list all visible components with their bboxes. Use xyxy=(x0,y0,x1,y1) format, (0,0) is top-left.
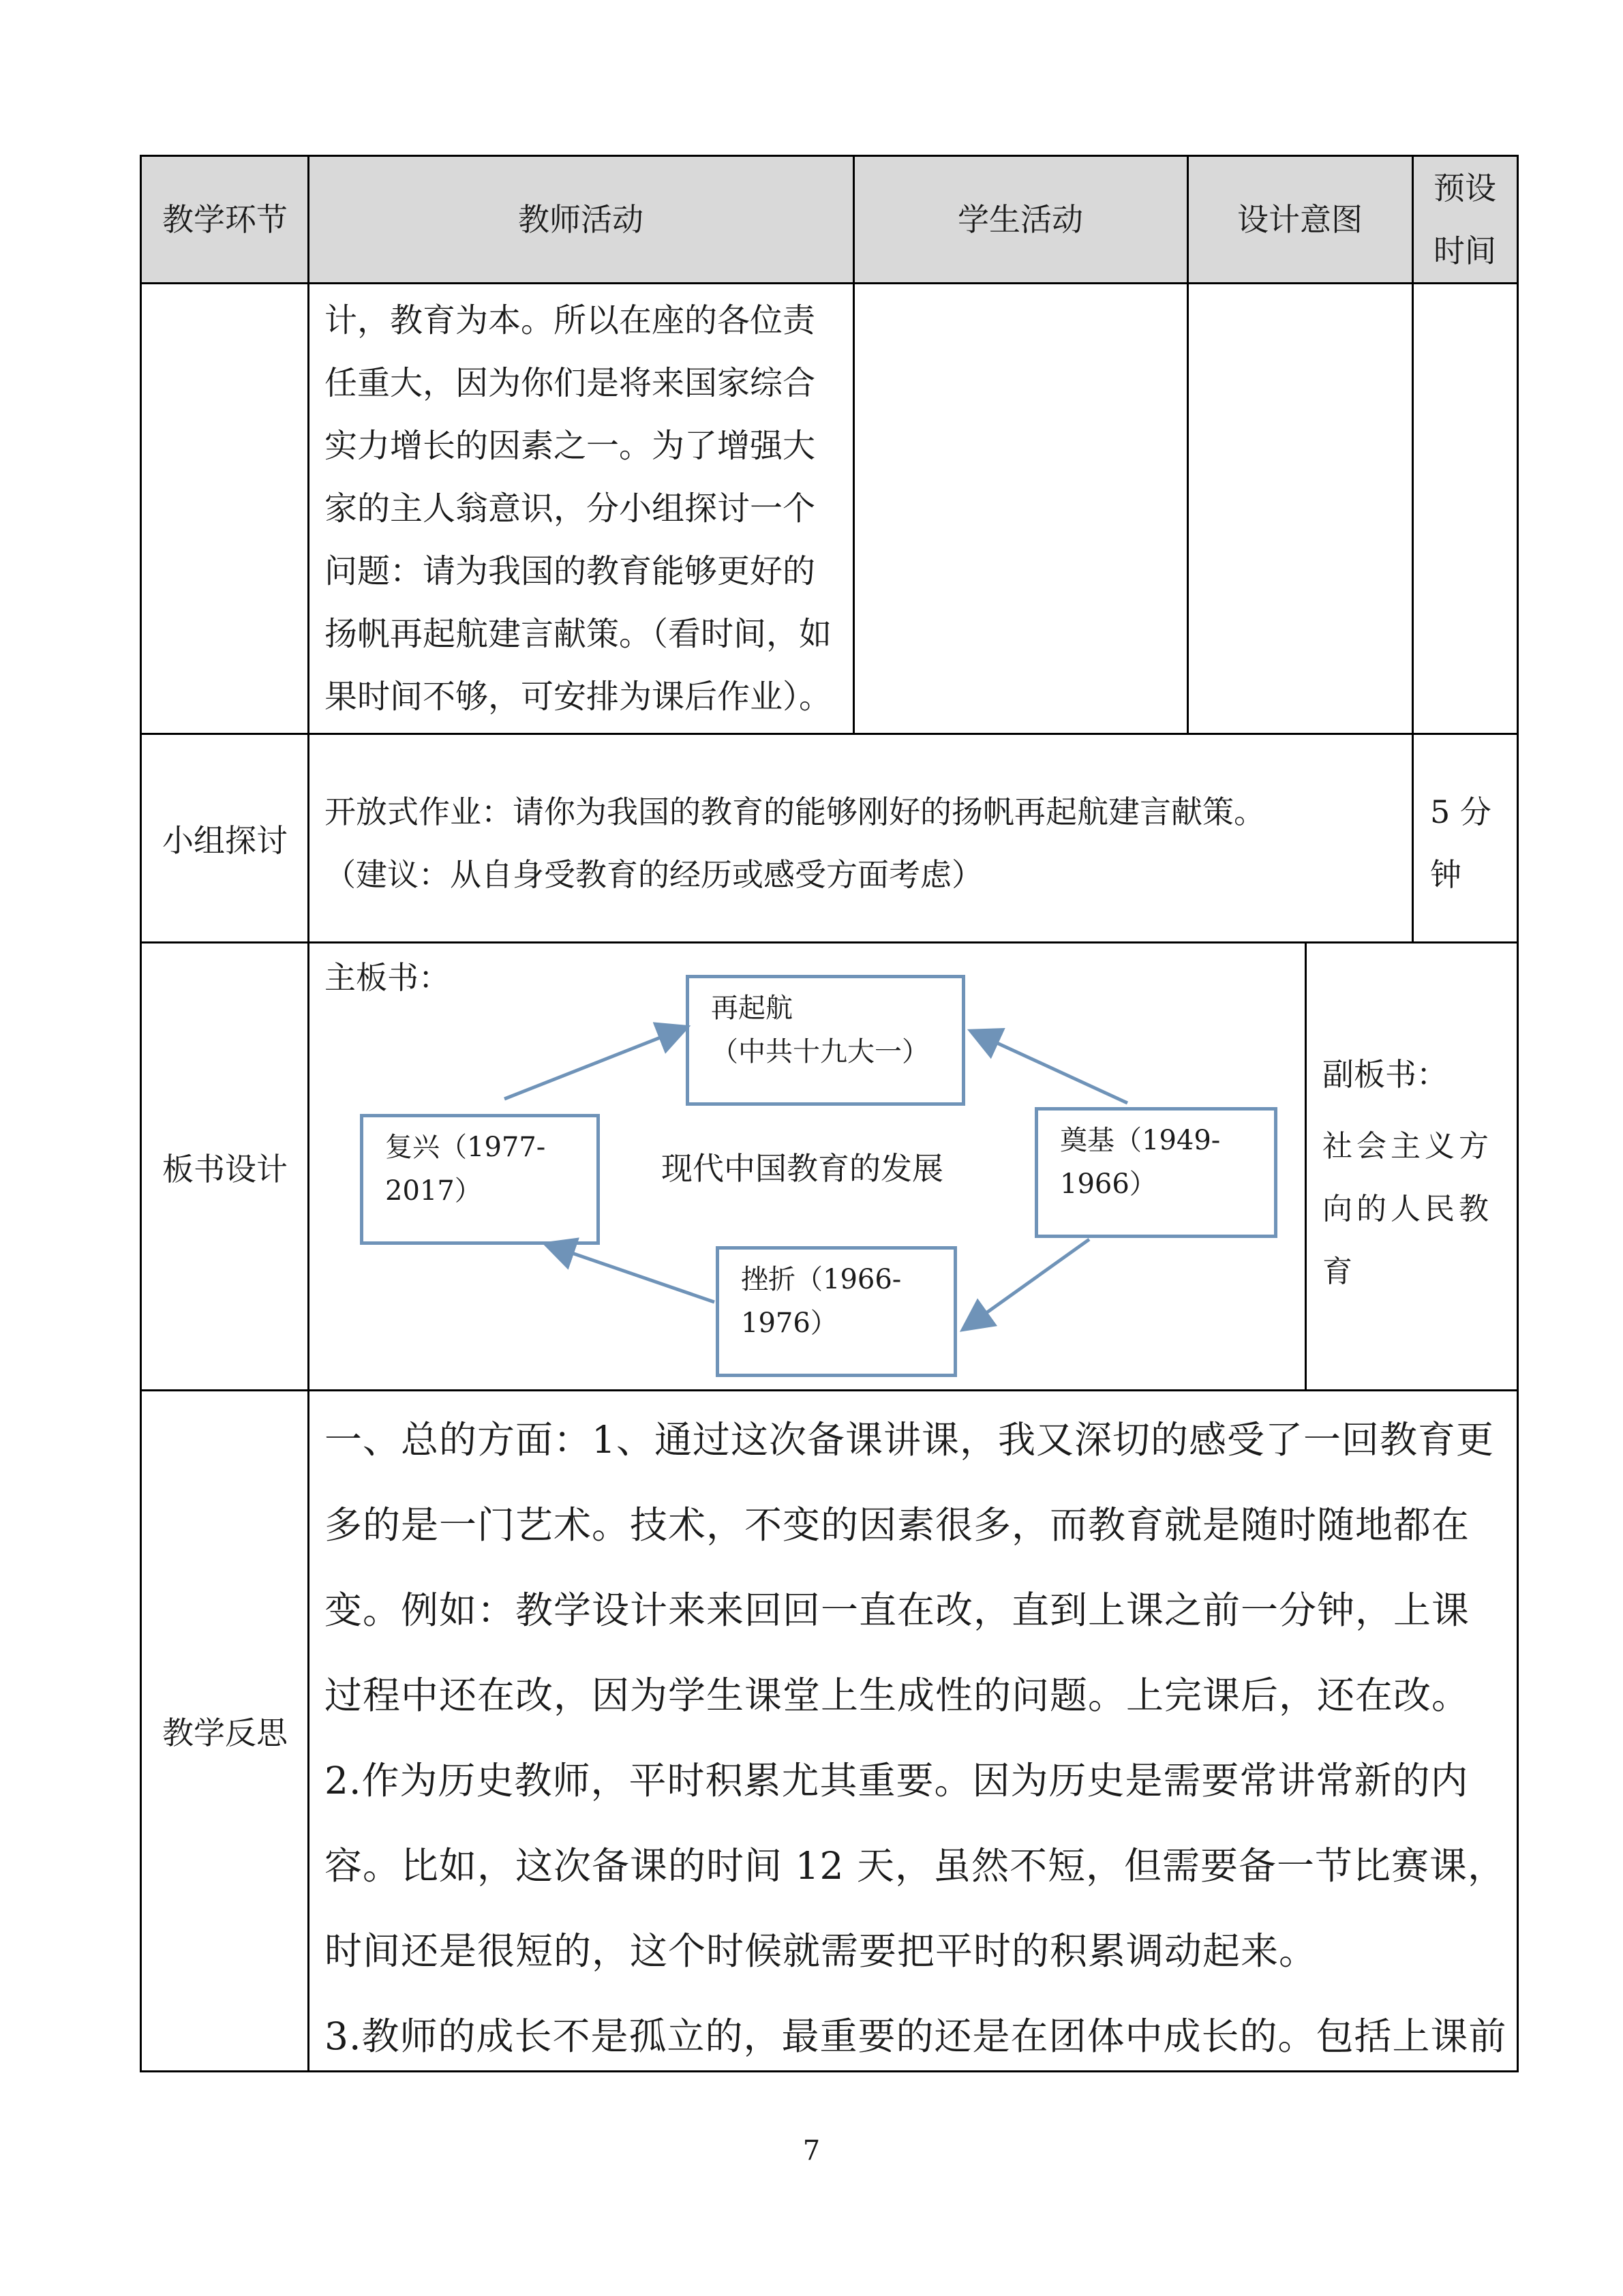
box-renaissance xyxy=(360,1114,600,1245)
sub-board-title: 副板书： xyxy=(1322,1056,1448,1093)
row1-bottom-border xyxy=(140,733,1519,735)
header-cell-intent xyxy=(1187,156,1412,283)
box-top-line2: （中共十九大一） xyxy=(711,1036,929,1068)
teacher-line-5: 问题：请为我国的教育能够更好的 xyxy=(324,552,816,590)
sub-line-2: 向的人民教 xyxy=(1322,1192,1493,1226)
table-top-border xyxy=(140,155,1519,157)
arrow-setback-to-renaissance xyxy=(548,1245,714,1302)
header-cell-phase xyxy=(142,156,308,283)
sub-board-text xyxy=(1322,1115,1520,1303)
header-cell-teacher xyxy=(308,156,853,283)
discussion-label: 小组探讨 xyxy=(162,822,288,859)
discussion-time xyxy=(1430,781,1519,906)
page-number: 7 xyxy=(802,2135,821,2166)
discussion-line-2: （建议：从自身受教育的经历或感受方面考虑） xyxy=(324,856,983,893)
header-time-line1: 预设 xyxy=(1434,170,1496,207)
box-left-line2: 2017） xyxy=(385,1175,482,1207)
box-right-line1: 奠基（1949- xyxy=(1060,1125,1221,1156)
arrow-renaissance-to-revival xyxy=(504,1028,684,1099)
arrow-foundation-to-setback xyxy=(965,1239,1089,1328)
reflection-line-7: 时间还是很短的，这个时候就需要把平时的积累调动起来。 xyxy=(324,1929,1318,1973)
discussion-line-1: 开放式作业：请你为我国的教育的能够刚好的扬帆再起航建言献策。 xyxy=(324,794,1265,830)
box-bottom-line2: 1976） xyxy=(741,1308,838,1339)
teacher-line-3: 实力增长的因素之一。为了增强大 xyxy=(324,427,816,465)
main-board-title: 主板书： xyxy=(324,959,450,996)
teacher-line-1: 计，教育为本。所以在座的各位责 xyxy=(324,301,816,339)
board-label-cell xyxy=(142,943,308,1391)
discussion-time-line1: 5 分 xyxy=(1430,794,1491,830)
reflection-line-3: 变。例如：教学设计来来回回一直在改，直到上课之前一分钟，上课 xyxy=(324,1588,1470,1632)
sub-line-1: 社会主义方 xyxy=(1322,1129,1493,1164)
discussion-label-cell xyxy=(142,735,308,942)
row2-bottom-border xyxy=(140,941,1519,943)
reflection-label-cell xyxy=(142,1391,308,2070)
header-time-line2: 时间 xyxy=(1434,232,1496,269)
box-bottom-line1: 挫折（1966- xyxy=(741,1264,902,1295)
board-label: 板书设计 xyxy=(162,1151,288,1188)
discussion-text xyxy=(324,781,1388,906)
box-left-line1: 复兴（1977- xyxy=(385,1132,546,1163)
box-setback xyxy=(716,1246,957,1377)
header-cell-time xyxy=(1412,156,1517,283)
header-bottom-border xyxy=(140,282,1519,284)
header-teacher-text: 教师活动 xyxy=(518,201,643,238)
reflection-text xyxy=(324,1398,1513,2079)
reflection-line-6: 容。比如，这次备课的时间 12 天，虽然不短，但需要备一节比赛课， xyxy=(324,1844,1506,1888)
board-center-label: 现代中国教育的发展 xyxy=(661,1150,943,1187)
header-cell-student xyxy=(853,156,1187,283)
header-intent-text: 设计意图 xyxy=(1237,201,1363,238)
teacher-line-4: 家的主人翁意识，分小组探讨一个 xyxy=(324,489,816,528)
discussion-time-line2: 钟 xyxy=(1430,856,1461,893)
arrow-foundation-to-revival xyxy=(973,1032,1127,1103)
col3-divider xyxy=(1187,155,1189,735)
header-student-text: 学生活动 xyxy=(958,201,1083,238)
reflection-line-4: 过程中还在改，因为学生课堂上生成性的问题。上完课后，还在改。 xyxy=(324,1674,1470,1717)
reflection-label: 教学反思 xyxy=(162,1715,288,1751)
teacher-line-2: 任重大，因为你们是将来国家综合 xyxy=(324,364,816,402)
reflection-line-8: 3.教师的成长不是孤立的，最重要的还是在团体中成长的。包括上课前 xyxy=(324,2014,1507,2058)
teacher-line-7: 果时间不够，可安排为课后作业）。 xyxy=(324,678,832,716)
teacher-activity-text xyxy=(324,289,853,728)
box-top-line1: 再起航 xyxy=(711,993,793,1024)
box-foundation xyxy=(1035,1107,1277,1238)
reflection-line-2: 多的是一门艺术。技术，不变的因素很多，而教育就是随时随地都在 xyxy=(324,1503,1470,1547)
col4-divider xyxy=(1412,155,1414,943)
reflection-line-1: 一、总的方面：1、通过这次备课讲课，我又深切的感受了一回教育更 xyxy=(324,1418,1494,1462)
box-right-line2: 1966） xyxy=(1060,1168,1157,1200)
header-phase-text: 教学环节 xyxy=(162,201,288,238)
table-right-border xyxy=(1517,155,1519,2072)
teacher-line-6: 扬帆再起航建言献策。（看时间，如 xyxy=(324,615,832,653)
box-revival-voyage xyxy=(686,975,965,1106)
row3-bottom-border xyxy=(140,1389,1519,1391)
sub-line-3: 育 xyxy=(1322,1254,1356,1289)
board-sub-divider xyxy=(1305,941,1307,1391)
reflection-line-5: 2.作为历史教师，平时积累尤其重要。因为历史是需要常讲常新的内 xyxy=(324,1759,1469,1802)
